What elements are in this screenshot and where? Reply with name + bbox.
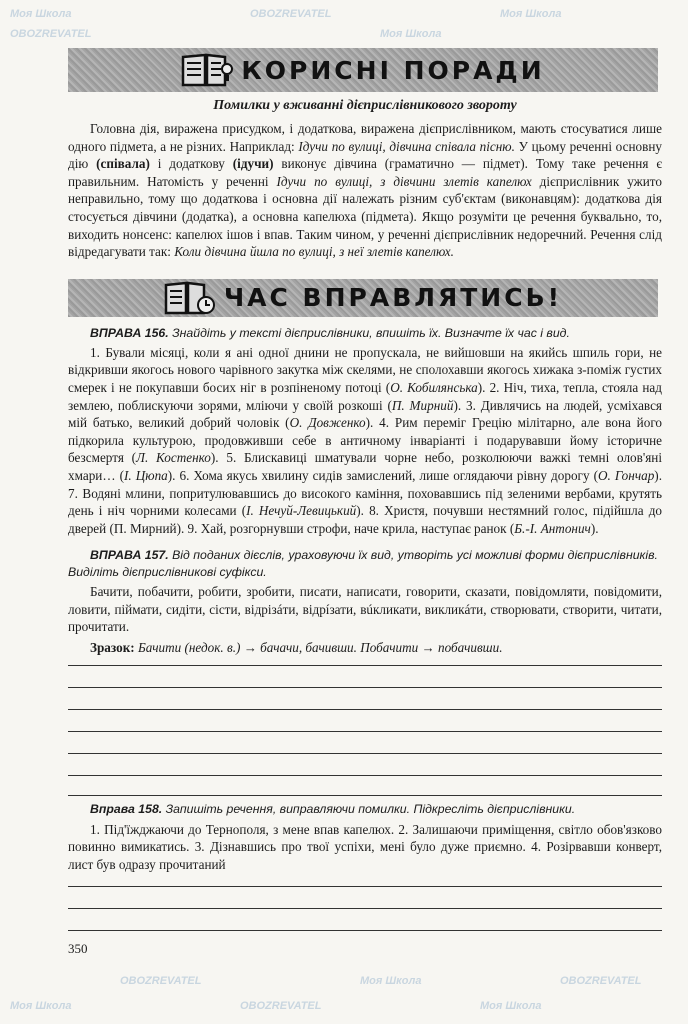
watermark: Моя Школа — [360, 975, 422, 987]
italic-text: О. Довженко — [289, 415, 366, 431]
text-segment: ). 8. Христя, почувши нестямний голос, підійшла до дверей (П. Мирний). 9. Хай, розгорнувши строфи, наче крила, наступає ранок ( — [68, 503, 663, 536]
italic-text: О. Гончар — [597, 467, 655, 483]
text-segment: ). 6. Хома якусь хвилину сидів замислений, лише оглядаючи рівну дорогу ( — [167, 467, 598, 483]
answer-line[interactable] — [68, 731, 662, 732]
italic-text: Коли дівчина йшла по вулиці, з неї злетів капелюх. — [174, 244, 454, 260]
exercise-label: Вправа 158. — [90, 801, 163, 816]
watermark: Моя Школа — [10, 8, 72, 20]
exercise-157-heading — [68, 547, 662, 581]
text-segment: виконує дівчина (граматично — підмет). Тому таке речення є правильним. Натомість у реченні — [68, 156, 662, 189]
bold-text: (ідучи) — [232, 156, 274, 172]
watermark: Моя Школа — [480, 1000, 542, 1012]
italic-text: І. Цюпа — [124, 467, 168, 483]
tip-subtitle: Помилки у вживанні дієприслівникового звороту — [213, 98, 517, 113]
watermark: OBOZREVATEL — [560, 975, 642, 987]
text-segment: дієприслівник ужито неправильно, тому що додаткова і основна дії належать різним суб'єктам (виконавцям): додаткова дія стосується дівчини (додатка), а основна капелюха (підмета). Якщо розуміти це речення буквально, то, виходить нонсенс: капелюх ішов і впав. Таким чином, у реченні дієприслівник недоречний. Речення слід відредагувати так: — [68, 173, 662, 260]
answer-line[interactable] — [68, 775, 662, 776]
italic-text: О. Кобилянська — [390, 379, 478, 395]
text-segment: 1. Бували місяці, коли я ані одної днини не пропускала, не вийшовши на якийсь шпиль гори, не відкривши якогось нового чарівного закутка між скелями, не сполохавши якогось хижака з-поміж густих смерек і не покупавши босих ніг в розпіненому потоці ( — [68, 344, 662, 395]
watermark: OBOZREVATEL — [10, 28, 92, 40]
book-clock-icon — [164, 279, 216, 317]
italic-text: І. Нечуй-Левицький — [246, 503, 357, 519]
bold-text: (співала) — [96, 156, 150, 172]
watermark: OBOZREVATEL — [250, 8, 332, 20]
bold-text: Зразок: — [90, 640, 135, 656]
answer-line[interactable] — [68, 665, 662, 666]
exercise-156-heading — [68, 325, 662, 342]
exercise-task: Від поданих дієслів, ураховуючи їх вид, утворіть усі можливі форми дієприслівників. Виділіть дієприслівникові суфікси. — [68, 548, 658, 580]
answer-line[interactable] — [68, 795, 662, 796]
useful-tips-banner — [68, 48, 658, 92]
text-segment: ). 2. Ніч, тиха, тепла, стояла над землею, поблискуючи зорями, мліючи у своїй розкоші ( — [68, 379, 662, 413]
italic-text: Б.-І. Антонич — [514, 520, 591, 536]
answer-line[interactable] — [68, 886, 662, 887]
answer-line[interactable] — [68, 753, 662, 754]
banner-title: ЧАС ВПРАВЛЯТИСЬ! — [223, 283, 563, 313]
text-segment: ). 4. Рим переміг Грецію мілітарно, але вона його підкорила культурою, продовживши себе в античному інваріанті і подарувавши йому історичне безсмертя ( — [68, 415, 662, 466]
watermark: Моя Школа — [380, 28, 442, 40]
exercise-label: ВПРАВА 156. — [90, 325, 169, 340]
text-segment: ). 5. Блискавиці шматували чорне небо, розколюючи важкі темні олов'яні хмари… ( — [68, 450, 663, 483]
tip-paragraph — [68, 120, 662, 261]
exercise-157-words: Бачити, побачити, робити, зробити, писати, написати, говорити, сказати, повідомляти, повідомити, ловити, піймати, сидіти, сісти, відрізáти, відрíзати, вúкликати, викликáти, створювати, створити, читати, прочитати. — [68, 584, 662, 635]
watermark: Моя Школа — [10, 1000, 72, 1012]
exercise-158-text: 1. Під'їжджаючи до Тернополя, з мене впав капелюх. 2. Залишаючи приміщення, світло обов'язково повинно вимикатись. 3. Дізнавшись про твої успіхи, мені було дуже приємно. 4. Розірвавши конверт, лист був одразу прочитаний — [68, 821, 662, 872]
text-segment: ). — [590, 520, 599, 536]
italic-text: Бачити (недок. в.) → бачачи, бачивши. Побачити → побачивши. — [134, 640, 503, 656]
text-segment: ). 3. Дивлячись на людей, усміхався мій батько, великий добрий чоловік ( — [68, 397, 662, 431]
exercise-156-text — [68, 344, 662, 538]
answer-line[interactable] — [68, 709, 662, 710]
italic-text: Ідучи по вулиці, з дівчини злетів капелюх — [276, 173, 532, 189]
answer-line[interactable] — [68, 687, 662, 688]
banner-title: КОРИСНІ ПОРАДИ — [241, 55, 545, 85]
text-segment: У цьому реченні основну дію — [68, 138, 662, 172]
practice-banner — [68, 279, 658, 317]
text-segment: ). 7. Водяні млини, попритулювавшись до високого каміння, поховавшись під зеленими вербами, крутять день і ніч чорними колесами ( — [68, 467, 662, 519]
text-segment: Головна дія, виражена присудком, і додаткова, виражена дієприслівником, мають стосуватися лише одного підмета, а не різних. Наприклад: — [68, 121, 662, 154]
exercise-task: Запишіть речення, виправляючи помилки. Підкресліть дієприслівники. — [162, 801, 576, 816]
italic-text: Л. Костенко — [136, 450, 211, 466]
exercise-158-heading — [68, 801, 662, 818]
page-number: 350 — [68, 941, 88, 957]
watermark: Моя Школа — [500, 8, 562, 20]
italic-text: Ідучи по вулиці, дівчина співала пісню. — [298, 138, 515, 154]
exercise-label: ВПРАВА 157. — [90, 548, 169, 563]
exercise-task: Знайдіть у тексті дієприслівники, впишіть їх. Визначте їх час і вид. — [168, 325, 570, 340]
italic-text: П. Мирний — [391, 397, 454, 413]
answer-line[interactable] — [68, 930, 662, 931]
book-lightbulb-icon — [181, 51, 233, 89]
watermark: OBOZREVATEL — [120, 975, 202, 987]
answer-line[interactable] — [68, 908, 662, 909]
watermark: OBOZREVATEL — [240, 1000, 322, 1012]
exercise-157-sample — [68, 639, 662, 657]
page-content — [68, 48, 662, 957]
text-segment: і додаткову — [149, 156, 233, 172]
